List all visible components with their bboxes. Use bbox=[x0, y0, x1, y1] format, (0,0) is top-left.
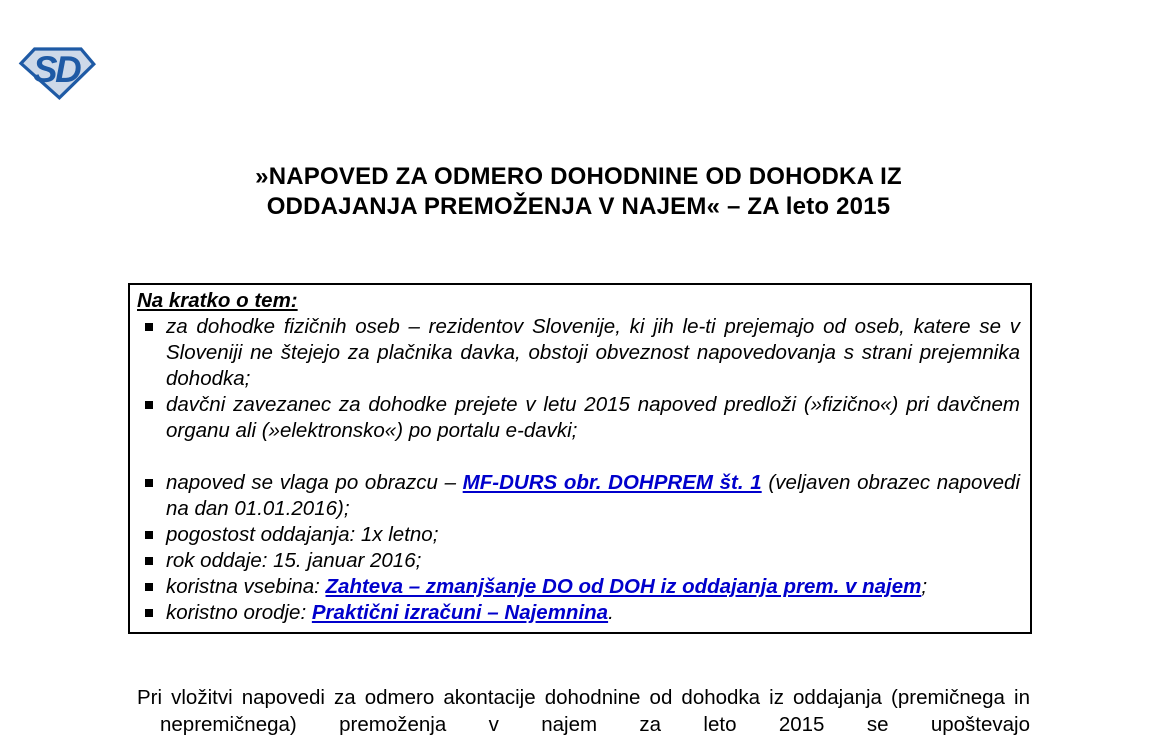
infobox-bullet-list bbox=[137, 314, 1020, 626]
document-link[interactable]: MF-DURS obr. DOHPREM št. 1 bbox=[462, 471, 762, 494]
bullet-item bbox=[137, 548, 1020, 574]
bullet-text: ; bbox=[921, 575, 928, 598]
bullet-text: koristna vsebina: bbox=[166, 575, 326, 598]
bullet-item bbox=[137, 600, 1020, 626]
document-link[interactable]: Zahteva – zmanjšanje DO od DOH iz oddajanja prem. v najem bbox=[325, 575, 922, 598]
bullet-text: davčni zavezanec za dohodke prejete v letu 2015 napoved predloži (»fizično«) pri davčnem organu ali (»elektronsko«) po portalu e-davki; bbox=[166, 393, 1020, 442]
body-paragraph: Pri vložitvi napovedi za odmero akontacije dohodnine od dohodka iz oddajanja (premičnega in nepremičnega) premoženja v najem za leto 2015 se upoštevajo bbox=[137, 686, 1030, 736]
bullet-text: pogostost oddajanja: 1x letno; bbox=[166, 523, 439, 546]
page-title bbox=[0, 162, 1157, 222]
bullet-item bbox=[137, 522, 1020, 548]
bullet-text: rok oddaje: 15. januar 2016; bbox=[166, 549, 422, 572]
page-title-line1: »NAPOVED ZA ODMERO DOHODNINE OD DOHODKA IZ bbox=[255, 163, 902, 190]
company-logo bbox=[17, 45, 97, 101]
bullet-text: koristno orodje: bbox=[166, 601, 312, 624]
bullet-text: napoved se vlaga po obrazcu – bbox=[166, 471, 463, 494]
document-link[interactable]: Praktični izračuni – Najemnina bbox=[311, 601, 609, 624]
summary-box bbox=[128, 283, 1032, 634]
bullet-text: za dohodke fizičnih oseb – rezidentov Slovenije, ki jih le-ti prejemajo od oseb, katere se v Sloveniji ne štejejo za plačnika davka, obstoji obveznost napovedovanja s strani prejemnika dohodka; bbox=[166, 315, 1020, 390]
bullet-item bbox=[137, 314, 1020, 392]
bullet-item bbox=[137, 574, 1020, 600]
bullet-item bbox=[137, 392, 1020, 444]
summary-box-heading: Na kratko o tem: bbox=[137, 289, 298, 312]
bullet-item bbox=[137, 470, 1020, 522]
logo-letters: SD bbox=[33, 48, 80, 90]
page-title-line2: ODDAJANJA PREMOŽENJA V NAJEM« – ZA leto 2015 bbox=[266, 193, 891, 220]
bullet-text: . bbox=[608, 601, 614, 624]
bullet-text: (veljaven obrazec napovedi na dan 01.01.2016); bbox=[166, 471, 1020, 520]
sd-shield-icon bbox=[17, 45, 97, 101]
